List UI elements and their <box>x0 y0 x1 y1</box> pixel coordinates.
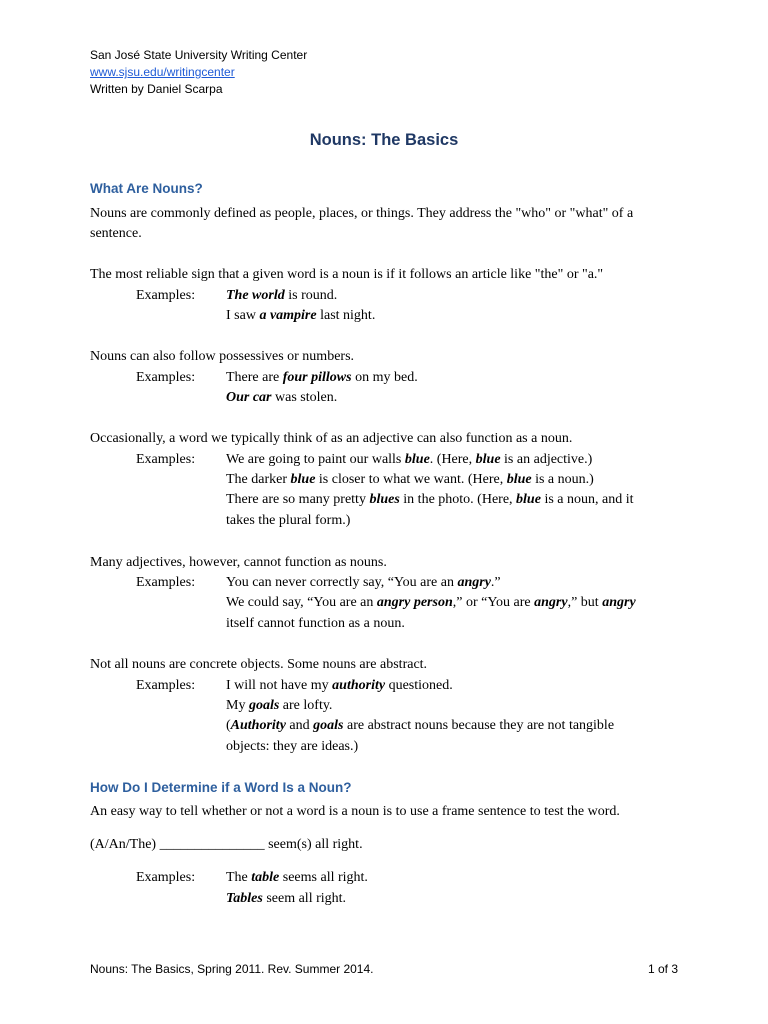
example-text: are lofty. <box>279 698 333 713</box>
example-text: . (Here, <box>429 452 476 467</box>
paragraph-abstract: Not all nouns are concrete objects. Some nouns are abstract. <box>90 657 428 672</box>
noun-emphasis: blues <box>369 492 400 507</box>
example-line <box>226 490 633 510</box>
examples-label: Examples: <box>136 870 196 885</box>
example-line <box>226 593 636 613</box>
paragraph-articles: The most reliable sign that a given word is a noun is if it follows an article like "the" or "a." <box>90 267 604 282</box>
example-text: in the photo. (Here, <box>399 492 517 507</box>
example-text: ,” or “You are <box>452 595 535 610</box>
example-line <box>226 470 594 490</box>
example-text: was stolen. <box>271 390 338 405</box>
example-line <box>226 868 368 888</box>
noun-emphasis: blue <box>516 492 541 507</box>
noun-emphasis: Tables <box>226 891 263 906</box>
paragraph-possessives: Nouns can also follow possessives or numbers. <box>90 349 355 364</box>
example-text: The darker <box>226 472 291 487</box>
example-text: is a noun, and it <box>540 492 634 507</box>
example-text: ,” but <box>567 595 603 610</box>
paragraph-intro-line2: sentence. <box>90 226 142 241</box>
examples-label: Examples: <box>136 452 196 467</box>
frame-sentence: (A/An/The) _______________ seem(s) all right. <box>90 837 363 852</box>
example-line <box>226 450 592 470</box>
example-line <box>226 368 418 388</box>
noun-emphasis: table <box>251 870 280 885</box>
example-text: You can never correctly say, “You are an <box>226 575 458 590</box>
paragraph-frame-intro: An easy way to tell whether or not a word is a noun is to use a frame sentence to test the word. <box>90 804 620 819</box>
example-text: questioned. <box>385 678 453 693</box>
example-text: is an adjective.) <box>500 452 593 467</box>
footer-left: Nouns: The Basics, Spring 2011. Rev. Summer 2014. <box>90 962 374 976</box>
section-heading-determine-noun: How Do I Determine if a Word Is a Noun? <box>90 780 352 795</box>
example-line <box>226 573 501 593</box>
example-text: seem all right. <box>262 891 347 906</box>
noun-emphasis: Our car <box>226 390 272 405</box>
header-org: San José State University Writing Center <box>90 48 308 62</box>
example-text: There are so many pretty <box>226 492 370 507</box>
noun-emphasis: Authority <box>230 718 286 733</box>
example-line <box>226 696 332 716</box>
noun-emphasis: goals <box>248 698 280 713</box>
noun-emphasis: blue <box>475 452 501 467</box>
paragraph-adjective: Occasionally, a word we typically think of as an adjective can also function as a noun. <box>90 431 573 446</box>
example-text: ( <box>226 718 231 733</box>
header-url-link[interactable]: www.sjsu.edu/writingcenter <box>90 65 235 79</box>
example-text: last night. <box>316 308 376 323</box>
example-text: I will not have my <box>226 678 333 693</box>
example-text: is closer to what we want. (Here, <box>315 472 507 487</box>
noun-emphasis: a vampire <box>259 308 317 323</box>
example-line <box>226 306 375 326</box>
header-author: Written by Daniel Scarpa <box>90 82 223 96</box>
example-text: and <box>285 718 314 733</box>
example-line: itself cannot function as a noun. <box>226 616 405 631</box>
example-text: is round. <box>284 288 338 303</box>
example-text: on my bed. <box>351 370 418 385</box>
example-text: I saw <box>226 308 260 323</box>
examples-label: Examples: <box>136 575 196 590</box>
example-text: There are <box>226 370 283 385</box>
noun-emphasis: angry <box>457 575 491 590</box>
example-text: are abstract nouns because they are not tangible <box>343 718 615 733</box>
example-line: objects: they are ideas.) <box>226 739 359 754</box>
example-line <box>226 286 337 306</box>
examples-label: Examples: <box>136 678 196 693</box>
noun-emphasis: goals <box>313 718 344 733</box>
noun-emphasis: blue <box>290 472 316 487</box>
example-line <box>226 676 453 696</box>
example-line <box>226 889 346 909</box>
section-heading-what-are-nouns: What Are Nouns? <box>90 181 203 196</box>
examples-label: Examples: <box>136 370 196 385</box>
example-line: takes the plural form.) <box>226 513 351 528</box>
example-text: seems all right. <box>279 870 368 885</box>
noun-emphasis: The world <box>226 288 285 303</box>
example-text: We could say, “You are an <box>226 595 377 610</box>
page-title: Nouns: The Basics <box>309 131 459 149</box>
example-text: .” <box>490 575 501 590</box>
paragraph-intro-line1: Nouns are commonly defined as people, places, or things. They address the "who" or "what" of a <box>90 206 634 221</box>
noun-emphasis: blue <box>506 472 532 487</box>
paragraph-cannot: Many adjectives, however, cannot function as nouns. <box>90 555 387 570</box>
example-text: The <box>226 870 252 885</box>
noun-emphasis: angry person <box>376 595 453 610</box>
noun-emphasis: four pillows <box>282 370 352 385</box>
noun-emphasis: blue <box>404 452 430 467</box>
example-line <box>226 716 614 736</box>
examples-label: Examples: <box>136 288 196 303</box>
noun-emphasis: angry <box>602 595 636 610</box>
noun-emphasis: angry <box>534 595 568 610</box>
example-line <box>226 388 337 408</box>
noun-emphasis: authority <box>332 678 386 693</box>
footer-page-number: 1 of 3 <box>647 962 678 976</box>
example-text: My <box>226 698 249 713</box>
example-text: is a noun.) <box>531 472 594 487</box>
example-text: We are going to paint our walls <box>226 452 405 467</box>
